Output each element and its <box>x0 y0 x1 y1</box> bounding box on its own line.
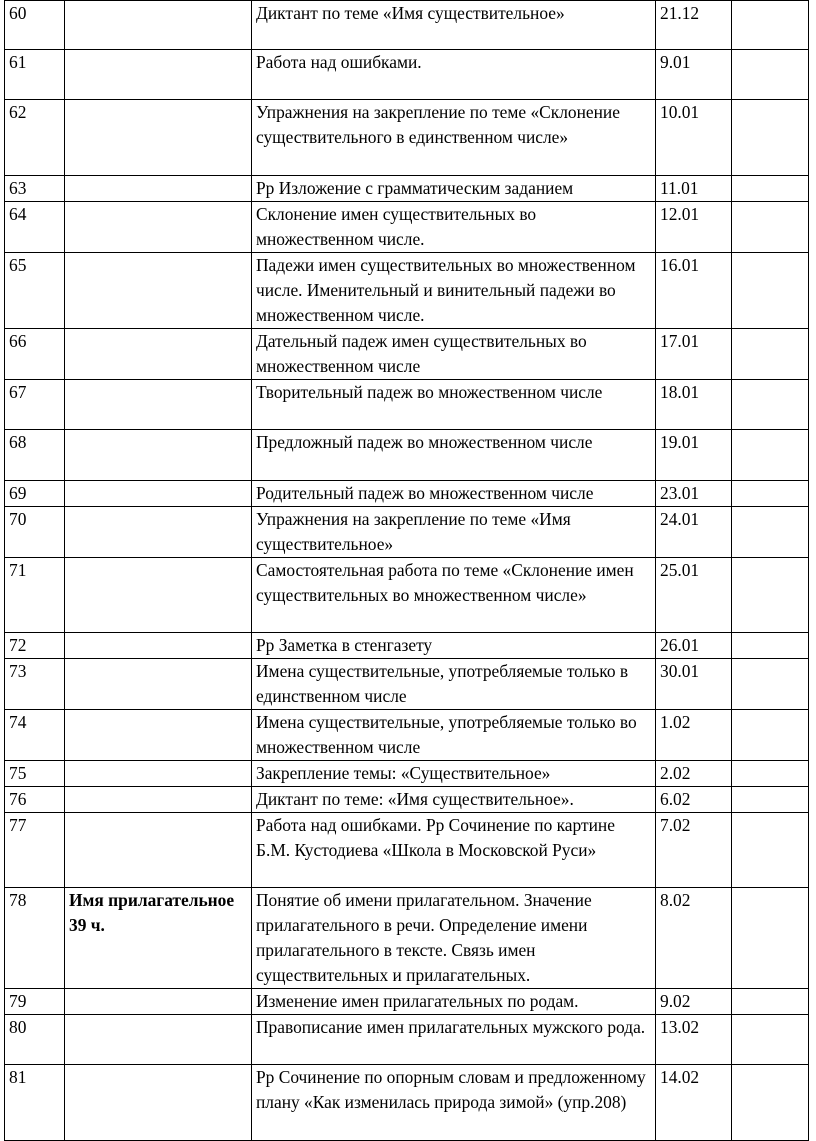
empty-cell <box>732 659 809 710</box>
table-row <box>5 380 809 430</box>
section-title <box>65 430 252 481</box>
section-title <box>65 989 252 1015</box>
section-title <box>65 659 252 710</box>
section-title <box>65 1015 252 1065</box>
lesson-number: 73 <box>5 659 65 710</box>
table-row <box>5 787 809 813</box>
empty-cell <box>732 888 809 989</box>
lesson-date: 16.01 <box>656 253 732 329</box>
lesson-number: 74 <box>5 710 65 761</box>
table-row <box>5 1065 809 1141</box>
lesson-topic: Понятие об имени прилагательном. Значение прилагательного в речи. Определение имени прилагательного в тексте. Связь имен существительных и прилагательных. <box>252 888 656 989</box>
section-title <box>65 380 252 430</box>
lesson-date: 8.02 <box>656 888 732 989</box>
lesson-number: 69 <box>5 481 65 507</box>
lesson-topic: Работа над ошибками. Рр Сочинение по картине Б.М. Кустодиева «Школа в Московской Руси» <box>252 813 656 888</box>
lesson-topic: Диктант по теме «Имя существительное» <box>252 1 656 50</box>
table-row <box>5 329 809 380</box>
empty-cell <box>732 1015 809 1065</box>
section-title <box>65 761 252 787</box>
table-row <box>5 100 809 176</box>
lesson-topic: Самостоятельная работа по теме «Склонение имен существительных во множественном числе» <box>252 558 656 633</box>
lesson-number: 77 <box>5 813 65 888</box>
lesson-date: 17.01 <box>656 329 732 380</box>
lesson-date: 25.01 <box>656 558 732 633</box>
lesson-topic: Имена существительные, употребляемые только во множественном числе <box>252 710 656 761</box>
lesson-topic: Дательный падеж имен существительных во множественном числе <box>252 329 656 380</box>
section-title <box>65 100 252 176</box>
empty-cell <box>732 507 809 558</box>
lesson-topic: Работа над ошибками. <box>252 50 656 100</box>
lesson-number: 81 <box>5 1065 65 1141</box>
table-row <box>5 507 809 558</box>
lesson-topic: Предложный падеж во множественном числе <box>252 430 656 481</box>
lesson-number: 76 <box>5 787 65 813</box>
empty-cell <box>732 558 809 633</box>
empty-cell <box>732 430 809 481</box>
table-row <box>5 253 809 329</box>
empty-cell <box>732 481 809 507</box>
lesson-topic: Творительный падеж во множественном числе <box>252 380 656 430</box>
lesson-number: 80 <box>5 1015 65 1065</box>
empty-cell <box>732 380 809 430</box>
lesson-number: 66 <box>5 329 65 380</box>
lesson-topic: Склонение имен существительных во множественном числе. <box>252 202 656 253</box>
empty-cell <box>732 813 809 888</box>
lesson-date: 19.01 <box>656 430 732 481</box>
lesson-topic: Упражнения на закрепление по теме «Склонение существительного в единственном числе» <box>252 100 656 176</box>
section-title <box>65 1 252 50</box>
lesson-number: 64 <box>5 202 65 253</box>
lesson-date: 23.01 <box>656 481 732 507</box>
lesson-date: 14.02 <box>656 1065 732 1141</box>
table-row <box>5 1 809 50</box>
empty-cell <box>732 329 809 380</box>
lesson-topic: Изменение имен прилагательных по родам. <box>252 989 656 1015</box>
empty-cell <box>732 50 809 100</box>
lesson-topic: Правописание имен прилагательных мужского рода. <box>252 1015 656 1065</box>
empty-cell <box>732 1065 809 1141</box>
lesson-date: 12.01 <box>656 202 732 253</box>
empty-cell <box>732 710 809 761</box>
table-row <box>5 659 809 710</box>
lesson-number: 67 <box>5 380 65 430</box>
lesson-date: 6.02 <box>656 787 732 813</box>
empty-cell <box>732 176 809 202</box>
lesson-date: 1.02 <box>656 710 732 761</box>
empty-cell <box>732 989 809 1015</box>
lesson-topic: Имена существительные, употребляемые только в единственном числе <box>252 659 656 710</box>
table-row <box>5 50 809 100</box>
section-title <box>65 813 252 888</box>
table-row <box>5 481 809 507</box>
section-title <box>65 202 252 253</box>
empty-cell <box>732 633 809 659</box>
section-title: Имя прилагательное 39 ч. <box>65 888 252 989</box>
section-title <box>65 50 252 100</box>
lesson-date: 26.01 <box>656 633 732 659</box>
lesson-date: 10.01 <box>656 100 732 176</box>
table-row <box>5 430 809 481</box>
section-title <box>65 633 252 659</box>
lesson-topic: Закрепление темы: «Существительное» <box>252 761 656 787</box>
lesson-topic: Упражнения на закрепление по теме «Имя существительное» <box>252 507 656 558</box>
table-row <box>5 176 809 202</box>
lesson-plan-body <box>5 1 809 1141</box>
lesson-number: 65 <box>5 253 65 329</box>
lesson-number: 60 <box>5 1 65 50</box>
section-title <box>65 558 252 633</box>
empty-cell <box>732 202 809 253</box>
lesson-number: 79 <box>5 989 65 1015</box>
lesson-date: 9.02 <box>656 989 732 1015</box>
table-row <box>5 1015 809 1065</box>
empty-cell <box>732 253 809 329</box>
lesson-number: 78 <box>5 888 65 989</box>
section-title <box>65 176 252 202</box>
lesson-number: 75 <box>5 761 65 787</box>
lesson-date: 24.01 <box>656 507 732 558</box>
lesson-number: 71 <box>5 558 65 633</box>
lesson-number: 70 <box>5 507 65 558</box>
table-row <box>5 888 809 989</box>
lesson-date: 11.01 <box>656 176 732 202</box>
section-title <box>65 710 252 761</box>
table-row <box>5 633 809 659</box>
lesson-topic: Рр Сочинение по опорным словам и предложенному плану «Как изменилась природа зимой» (упр.208) <box>252 1065 656 1141</box>
lesson-number: 63 <box>5 176 65 202</box>
table-row <box>5 989 809 1015</box>
lesson-date: 30.01 <box>656 659 732 710</box>
lesson-date: 18.01 <box>656 380 732 430</box>
section-title <box>65 507 252 558</box>
empty-cell <box>732 787 809 813</box>
table-row <box>5 558 809 633</box>
lesson-date: 21.12 <box>656 1 732 50</box>
empty-cell <box>732 100 809 176</box>
lesson-topic: Родительный падеж во множественном числе <box>252 481 656 507</box>
lesson-date: 9.01 <box>656 50 732 100</box>
table-row <box>5 813 809 888</box>
section-title <box>65 787 252 813</box>
section-title <box>65 1065 252 1141</box>
lesson-date: 7.02 <box>656 813 732 888</box>
empty-cell <box>732 761 809 787</box>
lesson-number: 62 <box>5 100 65 176</box>
table-row <box>5 710 809 761</box>
lesson-date: 13.02 <box>656 1015 732 1065</box>
lesson-topic: Падежи имен существительных во множественном числе. Именительный и винительный падежи во множественном числе. <box>252 253 656 329</box>
lesson-number: 68 <box>5 430 65 481</box>
lesson-topic: Диктант по теме: «Имя существительное». <box>252 787 656 813</box>
lesson-date: 2.02 <box>656 761 732 787</box>
table-row <box>5 202 809 253</box>
lesson-plan-table <box>4 0 809 1141</box>
empty-cell <box>732 1 809 50</box>
section-title <box>65 253 252 329</box>
lesson-number: 61 <box>5 50 65 100</box>
lesson-number: 72 <box>5 633 65 659</box>
section-title <box>65 329 252 380</box>
lesson-topic: Рр Заметка в стенгазету <box>252 633 656 659</box>
lesson-topic: Рр Изложение с грамматическим заданием <box>252 176 656 202</box>
table-row <box>5 761 809 787</box>
section-title <box>65 481 252 507</box>
